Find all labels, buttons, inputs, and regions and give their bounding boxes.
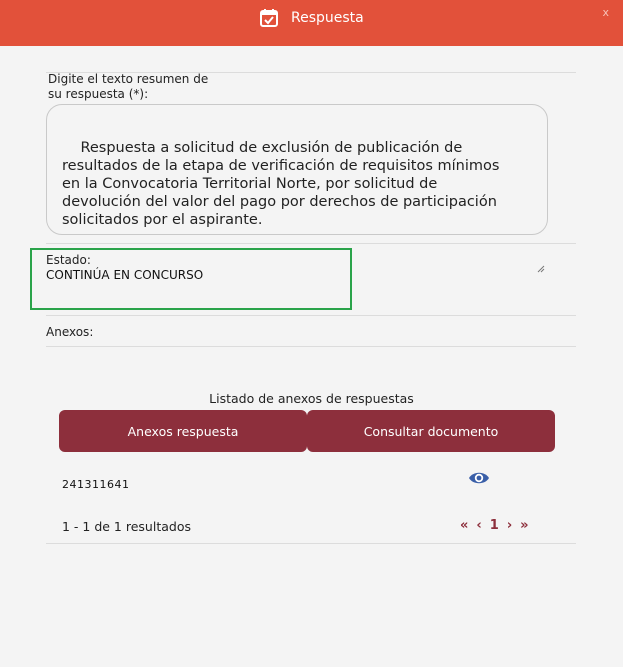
summary-text: Respuesta a solicitud de exclusión de publicación de resultados de la etapa de verificación de requisitos mínimos en la Convocatoria Territorial Norte, por solicitud de devolución del valor del pago por derechos de participación solicitados por el aspirante. [62,140,500,228]
column-header-consultar: Consultar documento [307,410,555,452]
close-button[interactable]: x [602,6,609,19]
resize-handle-icon[interactable] [537,224,545,232]
next-page-button[interactable]: › [506,518,513,533]
anexos-label: Anexos: [46,325,94,339]
column-header-anexos: Anexos respuesta [59,410,307,452]
last-page-button[interactable]: » [520,518,529,533]
results-count: 1 - 1 de 1 resultados [62,519,191,534]
first-page-button[interactable]: « [460,518,469,533]
prev-page-button[interactable]: ‹ [476,518,482,533]
summary-label-line2: su respuesta (*): [48,87,149,101]
annex-table-caption: Listado de anexos de respuestas [209,391,414,406]
estado-label: Estado: [46,253,91,267]
pagination [460,518,529,533]
divider [46,243,576,244]
divider [46,315,576,316]
modal-title-wrap [259,7,364,29]
summary-label-line1: Digite el texto resumen de [48,72,209,86]
divider [46,543,576,544]
calendar-check-icon [259,8,279,28]
estado-value: CONTINÚA EN CONCURSO [46,268,204,282]
summary-textarea[interactable] [46,104,548,235]
eye-icon[interactable] [468,470,490,486]
current-page[interactable]: 1 [489,518,499,533]
modal-title: Respuesta [291,10,364,26]
divider [46,346,576,347]
annex-id-cell: 241311641 [62,478,130,491]
modal-header [0,0,623,46]
